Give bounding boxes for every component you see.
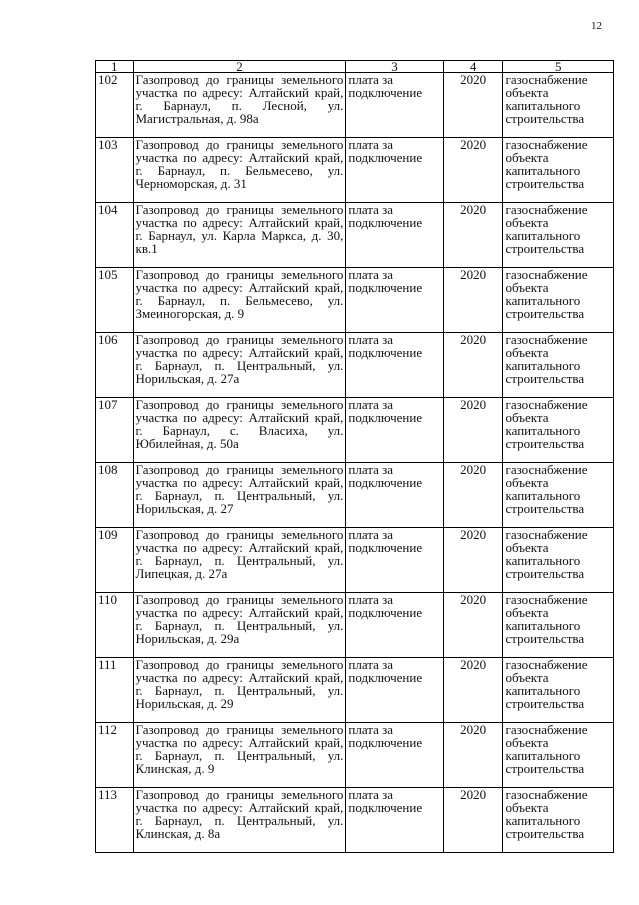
table-row (96, 73, 614, 138)
year-cell: 2020 (443, 268, 503, 333)
year-cell: 2020 (443, 138, 503, 203)
year-cell: 2020 (443, 528, 503, 593)
row-number-cell: 104 (96, 203, 134, 268)
object-name-cell: Газопровод до границы земельного участка по адресу: Алтайский край, г. Барнаул, п. Бельмесево, ул. Черноморская, д. 31 (133, 138, 346, 203)
funding-source-cell: плата за подключение (346, 333, 443, 398)
object-name-cell: Газопровод до границы земельного участка по адресу: Алтайский край, г. Барнаул, п. Центральный, ул. Липецкая, д. 27а (133, 528, 346, 593)
year-cell: 2020 (443, 593, 503, 658)
funding-source-cell: плата за подключение (346, 788, 443, 853)
page-number: 12 (591, 20, 602, 32)
year-cell: 2020 (443, 398, 503, 463)
funding-source-cell: плата за подключение (346, 203, 443, 268)
year-cell: 2020 (443, 658, 503, 723)
row-number-cell: 110 (96, 593, 134, 658)
purpose-cell: газоснабжение объекта капитального строительства (503, 463, 614, 528)
table-row (96, 658, 614, 723)
year-cell: 2020 (443, 203, 503, 268)
table-row (96, 593, 614, 658)
purpose-cell: газоснабжение объекта капитального строительства (503, 398, 614, 463)
row-number-cell: 103 (96, 138, 134, 203)
row-number-cell: 112 (96, 723, 134, 788)
object-name-cell: Газопровод до границы земельного участка по адресу: Алтайский край, г. Барнаул, п. Центральный, ул. Норильская, д. 27 (133, 463, 346, 528)
purpose-cell: газоснабжение объекта капитального строительства (503, 268, 614, 333)
header-cell-5: 5 (503, 61, 614, 73)
purpose-cell: газоснабжение объекта капитального строительства (503, 658, 614, 723)
purpose-cell: газоснабжение объекта капитального строительства (503, 788, 614, 853)
funding-source-cell: плата за подключение (346, 138, 443, 203)
table-row (96, 333, 614, 398)
object-name-cell: Газопровод до границы земельного участка по адресу: Алтайский край, г. Барнаул, п. Центральный, ул. Норильская, д. 29а (133, 593, 346, 658)
funding-source-cell: плата за подключение (346, 398, 443, 463)
table-row (96, 788, 614, 853)
purpose-cell: газоснабжение объекта капитального строительства (503, 138, 614, 203)
row-number-cell: 113 (96, 788, 134, 853)
purpose-cell: газоснабжение объекта капитального строительства (503, 73, 614, 138)
table-row (96, 723, 614, 788)
funding-source-cell: плата за подключение (346, 723, 443, 788)
table-row (96, 463, 614, 528)
table-row (96, 528, 614, 593)
funding-source-cell: плата за подключение (346, 73, 443, 138)
object-name-cell: Газопровод до границы земельного участка по адресу: Алтайский край, г. Барнаул, с. Власиха, ул. Юбилейная, д. 50а (133, 398, 346, 463)
object-name-cell: Газопровод до границы земельного участка по адресу: Алтайский край, г. Барнаул, ул. Карла Маркса, д. 30, кв.1 (133, 203, 346, 268)
row-number-cell: 111 (96, 658, 134, 723)
object-name-cell: Газопровод до границы земельного участка по адресу: Алтайский край, г. Барнаул, п. Центральный, ул. Норильская, д. 29 (133, 658, 346, 723)
object-name-cell: Газопровод до границы земельного участка по адресу: Алтайский край, г. Барнаул, п. Центральный, ул. Норильская, д. 27а (133, 333, 346, 398)
purpose-cell: газоснабжение объекта капитального строительства (503, 333, 614, 398)
funding-source-cell: плата за подключение (346, 593, 443, 658)
purpose-cell: газоснабжение объекта капитального строительства (503, 593, 614, 658)
year-cell: 2020 (443, 788, 503, 853)
table-row (96, 138, 614, 203)
object-name-cell: Газопровод до границы земельного участка по адресу: Алтайский край, г. Барнаул, п. Лесной, ул. Магистральная, д. 98а (133, 73, 346, 138)
object-name-cell: Газопровод до границы земельного участка по адресу: Алтайский край, г. Барнаул, п. Центральный, ул. Клинская, д. 8а (133, 788, 346, 853)
header-cell-1: 1 (96, 61, 134, 73)
row-number-cell: 106 (96, 333, 134, 398)
object-name-cell: Газопровод до границы земельного участка по адресу: Алтайский край, г. Барнаул, п. Центральный, ул. Клинская, д. 9 (133, 723, 346, 788)
row-number-cell: 108 (96, 463, 134, 528)
year-cell: 2020 (443, 333, 503, 398)
purpose-cell: газоснабжение объекта капитального строительства (503, 203, 614, 268)
header-cell-3: 3 (346, 61, 443, 73)
table-row (96, 398, 614, 463)
table-header-row (96, 61, 614, 73)
funding-source-cell: плата за подключение (346, 528, 443, 593)
funding-source-cell: плата за подключение (346, 658, 443, 723)
year-cell: 2020 (443, 73, 503, 138)
year-cell: 2020 (443, 723, 503, 788)
year-cell: 2020 (443, 463, 503, 528)
object-name-cell: Газопровод до границы земельного участка по адресу: Алтайский край, г. Барнаул, п. Бельмесево, ул. Змеиногорская, д. 9 (133, 268, 346, 333)
table-row (96, 203, 614, 268)
funding-source-cell: плата за подключение (346, 463, 443, 528)
funding-source-cell: плата за подключение (346, 268, 443, 333)
purpose-cell: газоснабжение объекта капитального строительства (503, 723, 614, 788)
table-row (96, 268, 614, 333)
row-number-cell: 102 (96, 73, 134, 138)
row-number-cell: 105 (96, 268, 134, 333)
purpose-cell: газоснабжение объекта капитального строительства (503, 528, 614, 593)
row-number-cell: 107 (96, 398, 134, 463)
objects-table (95, 60, 614, 853)
header-cell-4: 4 (443, 61, 503, 73)
header-cell-2: 2 (133, 61, 346, 73)
row-number-cell: 109 (96, 528, 134, 593)
